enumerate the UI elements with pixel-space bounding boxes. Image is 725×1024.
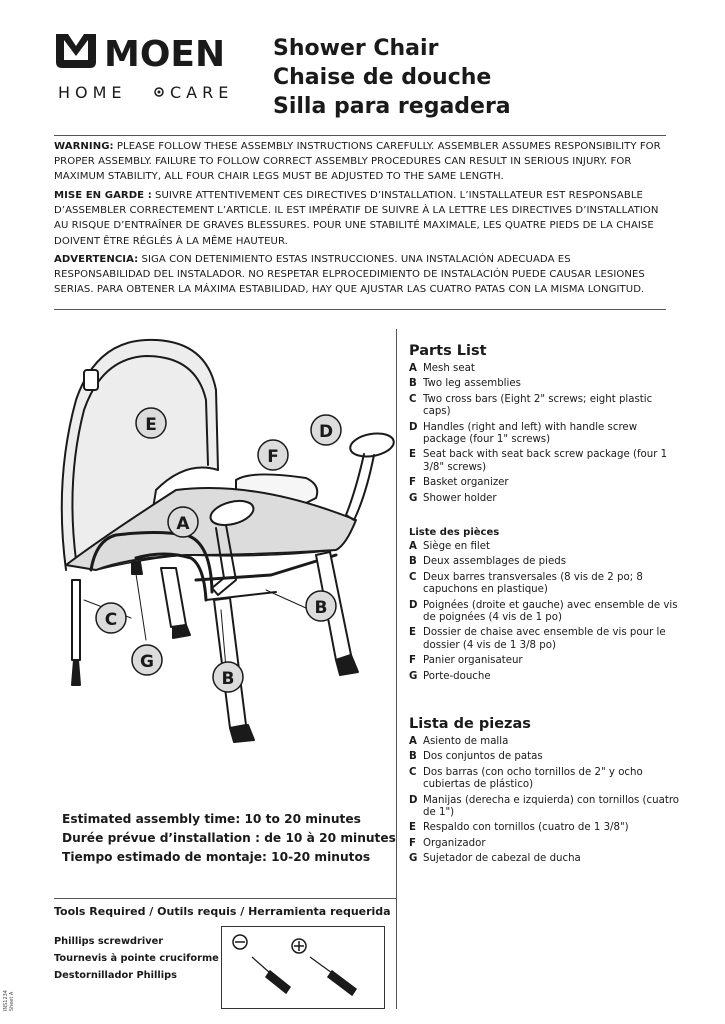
brand-sub2: CARE bbox=[170, 83, 234, 102]
title-es: Silla para regadera bbox=[273, 94, 511, 119]
callout-d bbox=[311, 415, 341, 445]
part-item bbox=[409, 853, 679, 865]
document-code-a: INS1234 bbox=[3, 990, 9, 1012]
part-item bbox=[409, 363, 679, 375]
part-description: Dossier de chaise avec ensemble de vis pour le dossier (4 vis de 1 3/8 po) bbox=[423, 627, 666, 651]
divider-warnings bbox=[54, 309, 666, 310]
part-description: Asiento de malla bbox=[423, 736, 509, 747]
parts-list-fr bbox=[409, 527, 679, 686]
assembly-time-fr: Durée prévue d’installation : de 10 à 20 minutes bbox=[62, 831, 396, 845]
part-item bbox=[409, 422, 679, 447]
part-item bbox=[409, 822, 679, 834]
warning-en-label: WARNING: bbox=[54, 141, 114, 152]
part-description: Seat back with seat back screw package (four 1 3/8" screws) bbox=[423, 449, 668, 473]
part-item bbox=[409, 838, 679, 850]
tool-es: Destornillador Phillips bbox=[54, 970, 177, 981]
part-item bbox=[409, 751, 679, 763]
screwdriver-illustration bbox=[221, 926, 385, 1009]
part-letter: C bbox=[409, 766, 417, 778]
document-title bbox=[273, 34, 511, 121]
part-letter: D bbox=[409, 794, 418, 806]
part-description: Porte-douche bbox=[423, 670, 491, 682]
part-description: Dos barras (con ocho tornillos de 2" y ocho cubiertas de plástico) bbox=[423, 766, 643, 791]
tools-list bbox=[54, 933, 219, 984]
title-en: Shower Chair bbox=[273, 36, 439, 61]
warning-es bbox=[54, 252, 669, 298]
part-item bbox=[409, 767, 679, 792]
part-description: Siège en filet bbox=[423, 541, 491, 552]
assembly-time bbox=[62, 810, 396, 867]
part-item bbox=[409, 556, 679, 568]
part-letter: E bbox=[409, 627, 416, 639]
svg-text:A: A bbox=[176, 514, 190, 534]
part-item bbox=[409, 541, 679, 553]
callout-b-right bbox=[306, 591, 336, 621]
moen-mark-icon bbox=[52, 28, 252, 108]
part-letter: G bbox=[409, 853, 418, 865]
part-item bbox=[409, 493, 679, 505]
parts-list-en-title: Parts List bbox=[409, 343, 487, 359]
tool-fr: Tournevis à pointe cruciforme bbox=[54, 953, 219, 964]
part-description: Manijas (derecha e izquierda) con tornillos (cuatro de 1") bbox=[423, 794, 680, 819]
callout-f bbox=[258, 440, 288, 470]
svg-text:C: C bbox=[104, 610, 118, 630]
part-description: Handles (right and left) with handle screw package (four 1" screws) bbox=[423, 421, 638, 446]
brand-sub: HOME bbox=[58, 83, 127, 102]
part-letter: F bbox=[409, 655, 416, 667]
part-item bbox=[409, 671, 679, 683]
part-description: Panier organisateur bbox=[423, 655, 523, 667]
part-letter: C bbox=[409, 571, 417, 583]
part-letter: C bbox=[409, 393, 417, 405]
part-description: Dos conjuntos de patas bbox=[423, 751, 543, 763]
part-description: Organizador bbox=[423, 837, 486, 849]
part-description: Mesh seat bbox=[423, 363, 475, 374]
screwdriver-phillips-icon bbox=[310, 957, 356, 995]
callout-b-front bbox=[213, 662, 243, 692]
moen-home-care-logo bbox=[52, 28, 252, 108]
part-item bbox=[409, 572, 679, 597]
callout-c bbox=[96, 603, 126, 633]
divider-top bbox=[54, 135, 666, 136]
brand-name: MOEN bbox=[104, 34, 226, 75]
svg-text:G: G bbox=[140, 652, 154, 672]
part-description: Deux assemblages de pieds bbox=[423, 556, 567, 568]
divider-vertical bbox=[396, 329, 397, 1009]
assembly-time-en: Estimated assembly time: 10 to 20 minutes bbox=[62, 812, 361, 826]
parts-list-en bbox=[409, 343, 679, 508]
warning-fr-label: MISE EN GARDE : bbox=[54, 190, 152, 201]
part-letter: B bbox=[409, 751, 417, 763]
part-item bbox=[409, 627, 679, 652]
assembly-time-es: Tiempo estimado de montaje: 10-20 minutos bbox=[62, 850, 371, 864]
part-item bbox=[409, 477, 679, 489]
part-letter: B bbox=[409, 556, 417, 568]
part-item bbox=[409, 795, 679, 820]
screwdriver-flat-icon bbox=[252, 957, 290, 993]
callout-g bbox=[132, 645, 162, 675]
part-description: Sujetador de cabezal de ducha bbox=[423, 853, 581, 865]
warning-fr-text: SUIVRE ATTENTIVEMENT CES DIRECTIVES D’INSTALLATION. L’INSTALLATEUR EST RESPONSABLE D’ASSEMBLER CORRECTEMENT L’ARTICLE. IL EST IMPÉRATIF DE SUIVRE À LA LETTRE LES DIRECTIVES D’INSTALLATION AU RISQUE D’ENTRAÎNER DE GRAVES BLESSURES. POUR UNE STABILITÉ MAXIMALE, LES QUATRE PIEDS DE LA CHAISE DOIVENT ÊTRE RÉGLÉS À LA MÊME HAUTEUR. bbox=[54, 190, 659, 247]
callout-a bbox=[168, 507, 198, 537]
part-letter: E bbox=[409, 822, 416, 834]
svg-text:B: B bbox=[314, 598, 328, 618]
divider-tools bbox=[54, 898, 396, 899]
parts-list-es-title: Lista de piezas bbox=[409, 716, 531, 732]
callout-e bbox=[136, 408, 166, 438]
part-letter: B bbox=[409, 378, 417, 390]
title-fr: Chaise de douche bbox=[273, 65, 492, 90]
part-letter: G bbox=[409, 670, 418, 682]
parts-list-es bbox=[409, 716, 679, 869]
part-letter: D bbox=[409, 421, 418, 433]
parts-list-fr-title: Liste des pièces bbox=[409, 527, 500, 538]
svg-text:B: B bbox=[221, 669, 235, 689]
part-description: Basket organizer bbox=[423, 477, 509, 489]
part-letter: A bbox=[409, 363, 417, 374]
part-letter: F bbox=[409, 837, 416, 849]
warning-en-text: PLEASE FOLLOW THESE ASSEMBLY INSTRUCTIONS CAREFULLY. ASSEMBLER ASSUMES RESPONSIBILITY FOR PROPER ASSEMBLY. FAILURE TO FOLLOW CORRECT ASSEMBLY PROCEDURES CAN RESULT IN SERIOUS INJURY. FOR MAXIMUM STABILITY, ALL FOUR CHAIR LEGS MUST BE ADJUSTED TO THE SAME LENGTH. bbox=[54, 141, 661, 183]
flathead-symbol-icon bbox=[233, 935, 247, 949]
part-letter: F bbox=[409, 477, 416, 489]
tool-en: Phillips screwdriver bbox=[54, 936, 164, 947]
shower-chair-illustration bbox=[36, 330, 396, 750]
part-description: Two cross bars (Eight 2" screws; eight plastic caps) bbox=[423, 393, 653, 418]
warning-fr bbox=[54, 188, 669, 249]
part-description: Poignées (droite et gauche) avec ensemble de vis de poignées (4 vis de 1 po) bbox=[423, 599, 678, 624]
warning-en bbox=[54, 139, 669, 185]
svg-text:E: E bbox=[145, 415, 157, 435]
document-code bbox=[3, 990, 15, 1011]
part-letter: D bbox=[409, 599, 418, 611]
part-item bbox=[409, 449, 679, 474]
part-description: Shower holder bbox=[423, 492, 497, 504]
part-letter: A bbox=[409, 541, 417, 552]
part-letter: A bbox=[409, 736, 417, 747]
warning-es-text: SIGA CON DETENIMIENTO ESTAS INSTRUCCIONES. UNA INSTALACIÓN ADECUADA ES RESPONSABILIDAD DEL INSTALADOR. NO RESPETAR ELPROCEDIMIENTO DE INSTALACIÓN PUEDE CAUSAR LESIONES SERIAS. PARA OBTENER LA MÁXIMA ESTABILIDAD, HAY QUE AJUSTAR LAS CUATRO PATAS CON LA MISMA LONGITUD. bbox=[54, 254, 645, 296]
phillips-symbol-icon bbox=[292, 939, 306, 953]
part-letter: G bbox=[409, 492, 418, 504]
part-letter: E bbox=[409, 449, 416, 461]
part-description: Respaldo con tornillos (cuatro de 1 3/8") bbox=[423, 822, 629, 834]
part-item bbox=[409, 736, 679, 748]
document-code-b: Sheet A bbox=[9, 991, 15, 1012]
svg-text:F: F bbox=[267, 447, 279, 467]
part-item bbox=[409, 655, 679, 667]
tools-heading: Tools Required / Outils requis / Herramienta requerida bbox=[54, 905, 391, 918]
part-description: Deux barres transversales (8 vis de 2 po; 8 capuchons en plastique) bbox=[423, 571, 643, 596]
part-item bbox=[409, 600, 679, 625]
part-description: Two leg assemblies bbox=[423, 378, 521, 390]
part-item bbox=[409, 394, 679, 419]
svg-text:D: D bbox=[318, 422, 334, 442]
part-item bbox=[409, 378, 679, 390]
warning-es-label: ADVERTENCIA: bbox=[54, 254, 139, 265]
